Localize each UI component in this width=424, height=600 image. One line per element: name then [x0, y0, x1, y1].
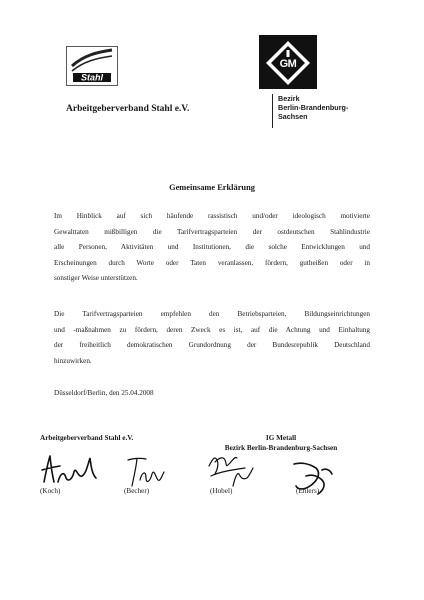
right-org-line: Berlin-Brandenburg- — [278, 103, 349, 112]
signatory-org-right-line1: IG Metall — [265, 434, 297, 442]
paragraph-line: alle Personen, Aktivitäten und Institutionen, die solche Entwicklungen und — [54, 243, 370, 251]
right-org-line: Sachsen — [278, 112, 308, 121]
stahl-logo — [66, 46, 118, 86]
paragraph-line: hinzuwirken. — [54, 356, 92, 365]
svg-text:Stahl: Stahl — [80, 72, 104, 83]
ig-metall-logo — [259, 35, 317, 89]
document-title: Gemeinsame Erklärung — [169, 183, 255, 192]
signature-becher — [124, 454, 166, 490]
paragraph-line: sonstiger Weise unterstützen. — [54, 274, 138, 282]
left-org-name: Arbeitgeberverband Stahl e.V. — [66, 104, 190, 114]
svg-text:GM: GM — [279, 58, 297, 70]
paragraph-line: Gewalttaten mißbilligen die Tarifvertragsparteien der ostdeutschen Stahlindustrie — [54, 227, 370, 236]
paragraph-line: Die Tarifvertragsparteien empfehlen den Betriebsparteien, Bildungseinrichtungen — [54, 310, 370, 318]
paragraph-line: Im Hinblick auf sich häufende rassistisch und/oder ideologisch motivierte — [54, 212, 370, 220]
paragraph-line: der freiheitlich demokratischen Grundordnung der Bundesrepublik Deutschland — [54, 341, 370, 349]
signature-koch — [38, 452, 100, 488]
paragraph-1 — [54, 209, 370, 287]
paragraph-2 — [54, 307, 370, 369]
right-org-name — [278, 94, 348, 121]
paragraph-line: Erscheinungen durch Worte oder Taten veranlassen, fördern, gutheißen oder in — [54, 258, 370, 267]
signatory-name-hobel: (Hobel) — [210, 487, 233, 495]
signatory-name-becher: (Becher) — [124, 487, 150, 495]
signatory-org-right-line2: Bezirk Berlin-Brandenburg-Sachsen — [224, 444, 338, 452]
signature-hobel — [205, 450, 257, 490]
right-org-rule — [272, 94, 273, 128]
signatory-name-ehlers: (Ehlers) — [296, 487, 320, 495]
right-org-line: Bezirk — [278, 94, 300, 103]
signatory-org-left: Arbeitgeberverband Stahl e.V. — [40, 434, 134, 442]
paragraph-line: und -maßnahmen zu fördern, deren Zweck es ist, auf die Achtung und Einhaltung — [54, 325, 370, 334]
signatory-name-koch: (Koch) — [40, 487, 61, 495]
place-date: Düsseldorf/Berlin, den 25.04.2008 — [54, 389, 154, 397]
